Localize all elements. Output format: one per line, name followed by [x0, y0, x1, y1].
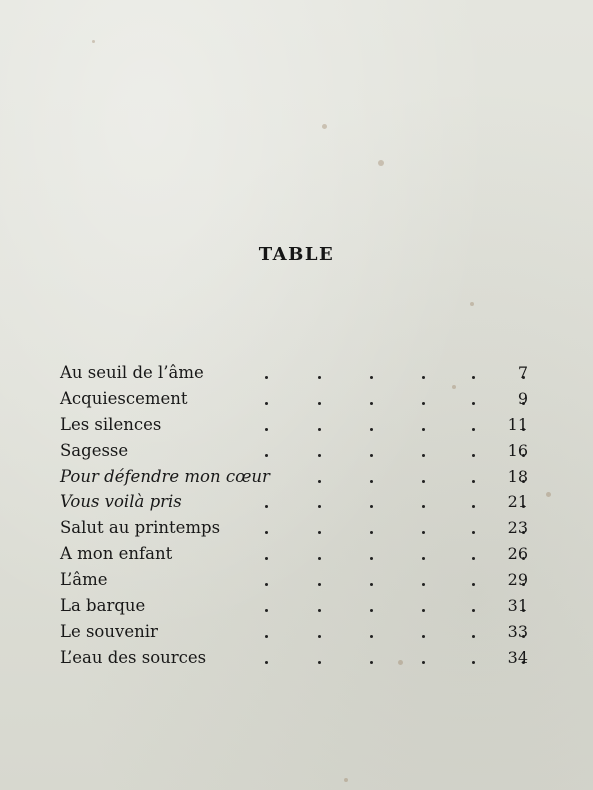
leader-dot	[370, 557, 373, 560]
leader-dot	[472, 376, 475, 379]
toc-entry-title: Le souvenir	[60, 621, 158, 641]
dot-leader	[60, 593, 536, 619]
leader-dot	[318, 531, 321, 534]
toc-entry	[60, 386, 536, 412]
toc-entry-page-number: 26	[507, 544, 528, 564]
toc-entry-title: Au seuil de l’âme	[60, 363, 204, 382]
leader-dot	[422, 480, 425, 483]
paper-speck	[546, 492, 551, 497]
leader-dot	[318, 635, 321, 638]
leader-dot	[370, 583, 373, 586]
leader-dot	[472, 480, 475, 483]
table-of-contents	[60, 360, 536, 671]
leader-dot	[422, 609, 425, 612]
leader-dot	[265, 609, 268, 612]
dot-leader	[60, 438, 536, 464]
leader-dot	[265, 402, 268, 405]
leader-dot	[370, 428, 373, 431]
leader-dot	[265, 557, 268, 560]
leader-dot	[318, 428, 321, 431]
leader-dot	[318, 480, 321, 483]
paper-speck	[378, 160, 384, 166]
leader-dot	[472, 635, 475, 638]
page-title: TABLE	[258, 244, 335, 265]
leader-dot	[318, 583, 321, 586]
toc-entry-title: Salut au printemps	[60, 518, 221, 538]
leader-dot	[265, 505, 268, 508]
toc-entry-page-number: 7	[517, 363, 528, 382]
toc-entry	[60, 645, 536, 671]
leader-dot	[370, 531, 373, 534]
toc-entry	[60, 464, 536, 490]
paper-speck	[92, 40, 95, 43]
toc-entry-title: Sagesse	[60, 440, 129, 460]
leader-dot	[370, 402, 373, 405]
toc-entry	[60, 489, 536, 515]
dot-leader	[60, 386, 536, 412]
leader-dot	[265, 454, 268, 457]
toc-entry	[60, 360, 536, 386]
toc-entry-page-number: 34	[507, 647, 528, 667]
leader-dot	[370, 480, 373, 483]
leader-dot	[318, 609, 321, 612]
leader-dot	[422, 428, 425, 431]
toc-entry-title: Vous voilà pris	[60, 492, 182, 512]
leader-dot	[370, 661, 373, 664]
leader-dot	[472, 661, 475, 664]
leader-dot	[422, 454, 425, 457]
leader-dot	[370, 505, 373, 508]
toc-entry-page-number: 9	[517, 388, 528, 408]
leader-dot	[318, 557, 321, 560]
leader-dot	[472, 505, 475, 508]
toc-entry-page-number: 33	[507, 621, 528, 641]
leader-dot	[318, 661, 321, 664]
leader-dot	[422, 635, 425, 638]
leader-dot	[422, 557, 425, 560]
leader-dot	[472, 531, 475, 534]
toc-entry	[60, 438, 536, 464]
leader-dot	[472, 402, 475, 405]
toc-entry-page-number: 11	[507, 414, 528, 434]
leader-dot	[265, 428, 268, 431]
toc-entry	[60, 593, 536, 619]
toc-entry-page-number: 29	[507, 570, 528, 590]
toc-entry	[60, 412, 536, 438]
leader-dot	[318, 505, 321, 508]
dot-leader	[60, 515, 536, 541]
leader-dot	[265, 531, 268, 534]
toc-entry	[60, 619, 536, 645]
toc-entry-title: A mon enfant	[60, 544, 173, 564]
dot-leader	[60, 412, 536, 438]
paper-speck	[344, 778, 348, 782]
toc-entry-title: L’eau des sources	[60, 647, 207, 667]
toc-entry-page-number: 16	[507, 440, 528, 460]
toc-entry-title: L’âme	[60, 570, 108, 590]
leader-dot	[265, 376, 268, 379]
toc-entry	[60, 515, 536, 541]
dot-leader	[60, 619, 536, 645]
leader-dot	[370, 635, 373, 638]
leader-dot	[472, 609, 475, 612]
leader-dot	[370, 376, 373, 379]
leader-dot	[318, 454, 321, 457]
dot-leader	[60, 489, 536, 515]
toc-entry-title: Pour défendre mon cœur	[60, 466, 270, 486]
dot-leader	[60, 567, 536, 593]
leader-dot	[472, 454, 475, 457]
leader-dot	[370, 609, 373, 612]
leader-dot	[422, 505, 425, 508]
leader-dot	[472, 583, 475, 586]
toc-entry	[60, 567, 536, 593]
leader-dot	[265, 661, 268, 664]
leader-dot	[265, 635, 268, 638]
toc-entry-title: Les silences	[60, 414, 162, 434]
toc-entry-page-number: 31	[507, 596, 528, 616]
leader-dot	[422, 402, 425, 405]
paper-speck	[322, 124, 327, 129]
leader-dot	[422, 531, 425, 534]
dot-leader	[60, 645, 536, 671]
leader-dot	[472, 557, 475, 560]
leader-dot	[265, 583, 268, 586]
toc-entry-page-number: 18	[507, 466, 528, 486]
leader-dot	[370, 454, 373, 457]
leader-dot	[318, 376, 321, 379]
toc-entry-title: Acquiescement	[60, 388, 188, 408]
toc-entry-page-number: 23	[507, 518, 528, 538]
leader-dot	[422, 583, 425, 586]
dot-leader	[60, 464, 536, 490]
toc-entry-title: La barque	[60, 596, 146, 616]
toc-entry-page-number: 21	[507, 492, 528, 512]
leader-dot	[422, 376, 425, 379]
leader-dot	[422, 661, 425, 664]
paper-speck	[470, 302, 474, 306]
leader-dot	[318, 402, 321, 405]
dot-leader	[60, 541, 536, 567]
toc-entry	[60, 541, 536, 567]
dot-leader	[60, 360, 536, 386]
leader-dot	[472, 428, 475, 431]
